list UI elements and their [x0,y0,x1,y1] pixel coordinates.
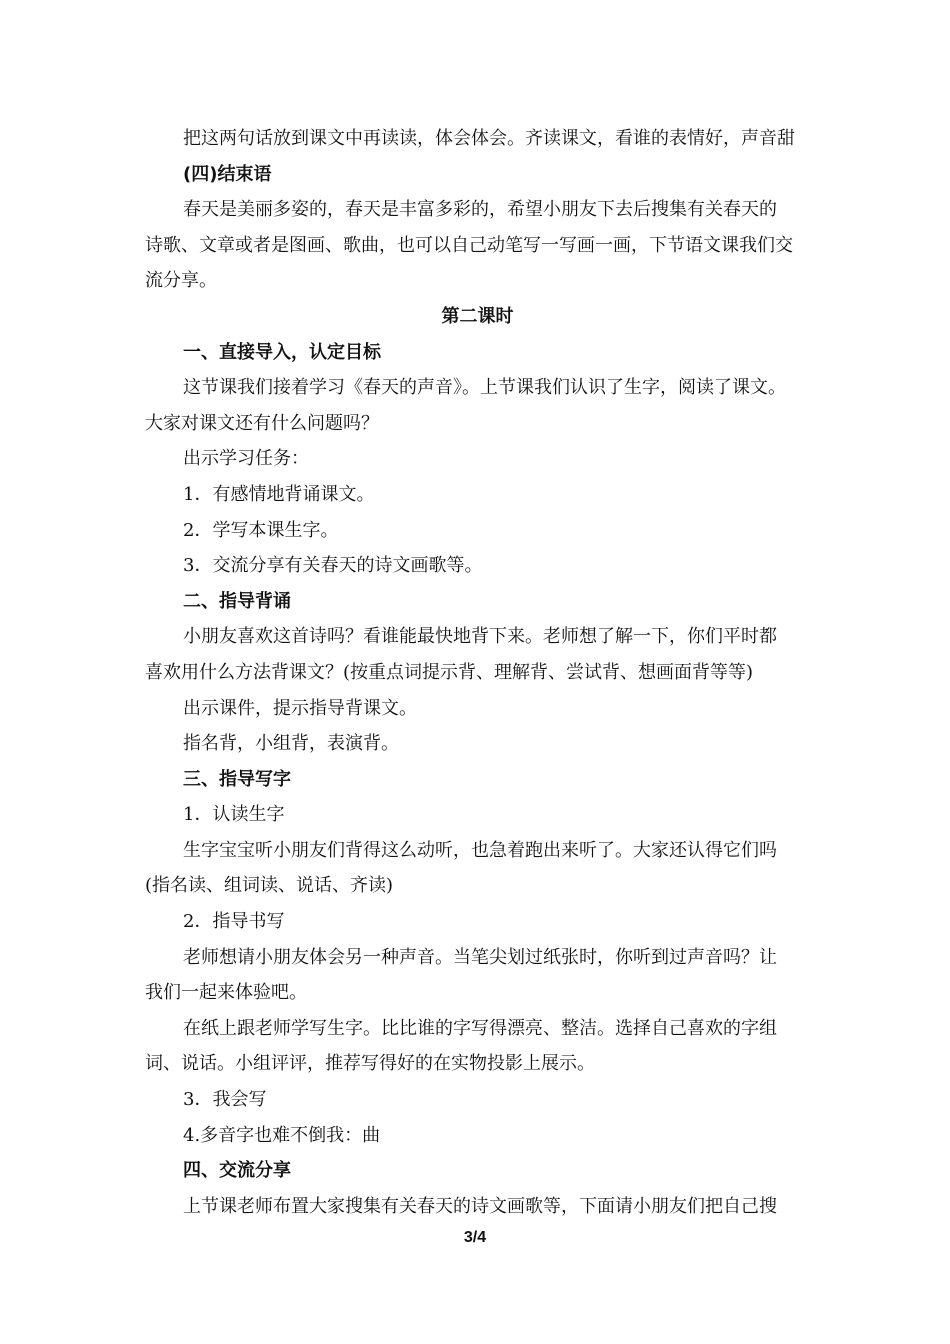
paragraph-line: 这节课我们接着学习《春天的声音》。上节课我们认识了生字，阅读了课文。 [183,377,786,399]
paragraph-line: 小朋友喜欢这首诗吗？看谁能最快地背下来。老师想了解一下，你们平时都 [183,626,777,648]
paragraph-line: 老师想请小朋友体会另一种声音。当笔尖划过纸张时，你听到过声音吗？让 [183,946,777,968]
page-number: 3/4 [463,1229,487,1246]
lesson-title: 第二课时 [441,305,514,327]
section-heading-sharing: 四、交流分享 [183,1160,291,1182]
section-heading-recitation: 二、指导背诵 [183,590,291,612]
paragraph-line: 生字宝宝听小朋友们背得这么动听，也急着跑出来听了。大家还认得它们吗 [183,839,777,861]
paragraph-line: 把这两句话放到课文中再读读，体会体会。齐读课文，看谁的表情好，声音甜 [183,128,795,149]
list-item: 2．学写本课生字。 [183,519,339,541]
paragraph-line: 喜欢用什么方法背课文？(按重点词提示背、理解背、尝试背、想画面背等等) [145,661,754,683]
paragraph-line: (指名读、组词读、说话、齐读) [145,875,394,897]
paragraph-line: 指名背，小组背，表演背。 [183,733,399,755]
paragraph-line: 诗歌、文章或者是图画、歌曲，也可以自己动笔写一写画一画，下节语文课我们交 [145,234,793,256]
paragraph-line: 在纸上跟老师学写生字。比比谁的字写得漂亮、整洁。选择自己喜欢的字组 [183,1017,777,1039]
paragraph-line: 上节课老师布置大家搜集有关春天的诗文画歌等，下面请小朋友们把自己搜 [183,1195,777,1217]
paragraph-line: 我们一起来体验吧。 [145,982,307,1004]
section-heading-intro: 一、直接导入，认定目标 [183,341,381,363]
list-item: 2．指导书写 [183,911,285,933]
list-item: 3．交流分享有关春天的诗文画歌等。 [183,555,483,577]
section-heading-conclusion: (四)结束语 [183,163,272,185]
list-item: 4.多音字也难不倒我：曲 [183,1124,381,1146]
list-item: 1．有感情地背诵课文。 [183,483,375,505]
paragraph-line: 出示课件，提示指导背课文。 [183,697,417,719]
paragraph-line: 出示学习任务： [183,448,309,470]
document-body [145,121,810,1224]
paragraph-line: 流分享。 [145,270,217,292]
section-heading-writing: 三、指导写字 [183,768,291,790]
paragraph-line: 大家对课文还有什么问题吗？ [145,412,379,434]
list-item: 1．认读生字 [183,804,285,826]
paragraph-line: 春天是美丽多姿的，春天是丰富多彩的，希望小朋友下去后搜集有关春天的 [183,199,777,221]
paragraph-line: 词、说话。小组评评，推荐写得好的在实物投影上展示。 [145,1053,595,1075]
list-item: 3．我会写 [183,1089,267,1111]
